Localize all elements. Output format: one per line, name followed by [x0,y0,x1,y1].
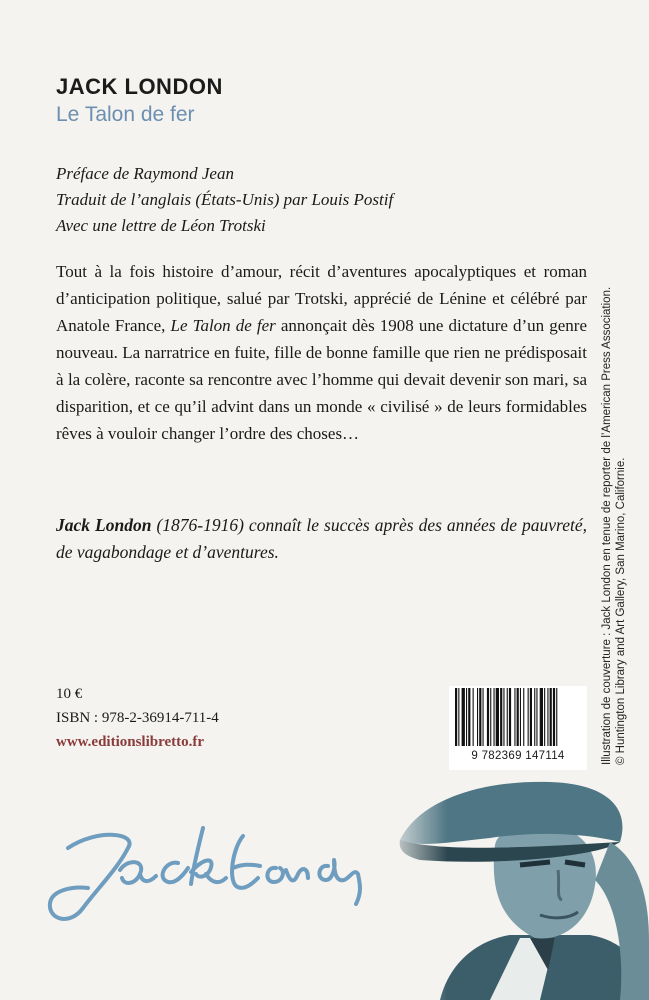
barcode-bars [453,688,583,748]
barcode-bar [536,688,537,746]
barcode-bar [556,688,557,746]
barcode-bar [520,688,521,746]
barcode-bar [462,688,465,746]
barcode-bar [534,688,535,746]
isbn: ISBN : 978-2-36914-711-4 [56,710,219,726]
isbn-barcode [449,686,587,770]
side-credit-line-2: © Huntington Library and Art Gallery, San Marino, Californie. [615,457,627,765]
barcode-bar [547,688,548,746]
blurb-text-start: Tout à la fois histoire d’amour, récit d’aventures apocalyptiques et roman d’anticipation politique, salué par Trotski, apprécié de Lénine et célébré par Anatole France, [56,262,587,335]
barcode-bar [487,688,489,746]
credit-translation: Traduit de l’anglais (États-Unis) par Louis Postif [56,190,394,209]
barcode-bar [528,688,529,746]
book-title: Le Talon de fer [56,103,195,126]
author-photo [380,770,649,1000]
barcode-bar [490,688,491,746]
barcode-digits: 9 782369 147114 [471,750,565,762]
signature-image [28,808,368,933]
cover-illustration-credit [600,205,642,765]
barcode-bar [473,688,474,746]
barcode-bar [517,688,519,746]
barcode-bar [509,688,511,746]
barcode-bar [550,688,552,746]
barcode-bar [544,688,545,746]
barcode-bar [540,688,543,746]
barcode-bar [500,688,502,746]
bio-name: Jack London [56,515,152,535]
barcode-bar [530,688,532,746]
barcode-bar [514,688,515,746]
barcode-bar [477,688,478,746]
barcode-bar [507,688,508,746]
barcode-bar [455,688,457,746]
bio-text: (1876-1916) connaît le succès après des années de pauvreté, de vagabondage et d’aventures. [56,515,587,562]
barcode-bar [523,688,524,746]
barcode-bar [479,688,481,746]
blurb-text-end: annonçait dès 1908 une dictature d’un genre nouveau. La narratrice en fuite, fille de bonne famille que rien ne prédisposait à la colère, raconte sa rencontre avec l’homme qui devait devenir son mari, sa disparition, et ce qu’il advint dans un monde « civilisé » de leurs formidables rêves à vouloir changer l’ordre des choses… [56,316,588,443]
credits [56,161,393,239]
credit-preface: Préface de Raymond Jean [56,164,234,183]
barcode-bar [496,688,499,746]
credit-letter: Avec une lettre de Léon Trotski [56,216,266,235]
publisher-website[interactable]: www.editionslibretto.fr [56,734,205,750]
barcode-bar [503,688,504,746]
blurb-paragraph [56,258,587,447]
author-bio [56,512,587,566]
side-credit-line-1: Illustration de couverture : Jack London en tenue de reporter de l’American Press Association. [601,286,613,765]
barcode-bar [494,688,495,746]
price: 10 € [56,686,83,702]
barcode-bar [553,688,555,746]
barcode-bar [458,688,459,746]
blurb-title: Le Talon de fer [170,316,276,335]
barcode-bar [483,688,484,746]
barcode-bar [468,688,470,746]
barcode-bar [466,688,467,746]
author-name: JACK LONDON [56,74,223,99]
